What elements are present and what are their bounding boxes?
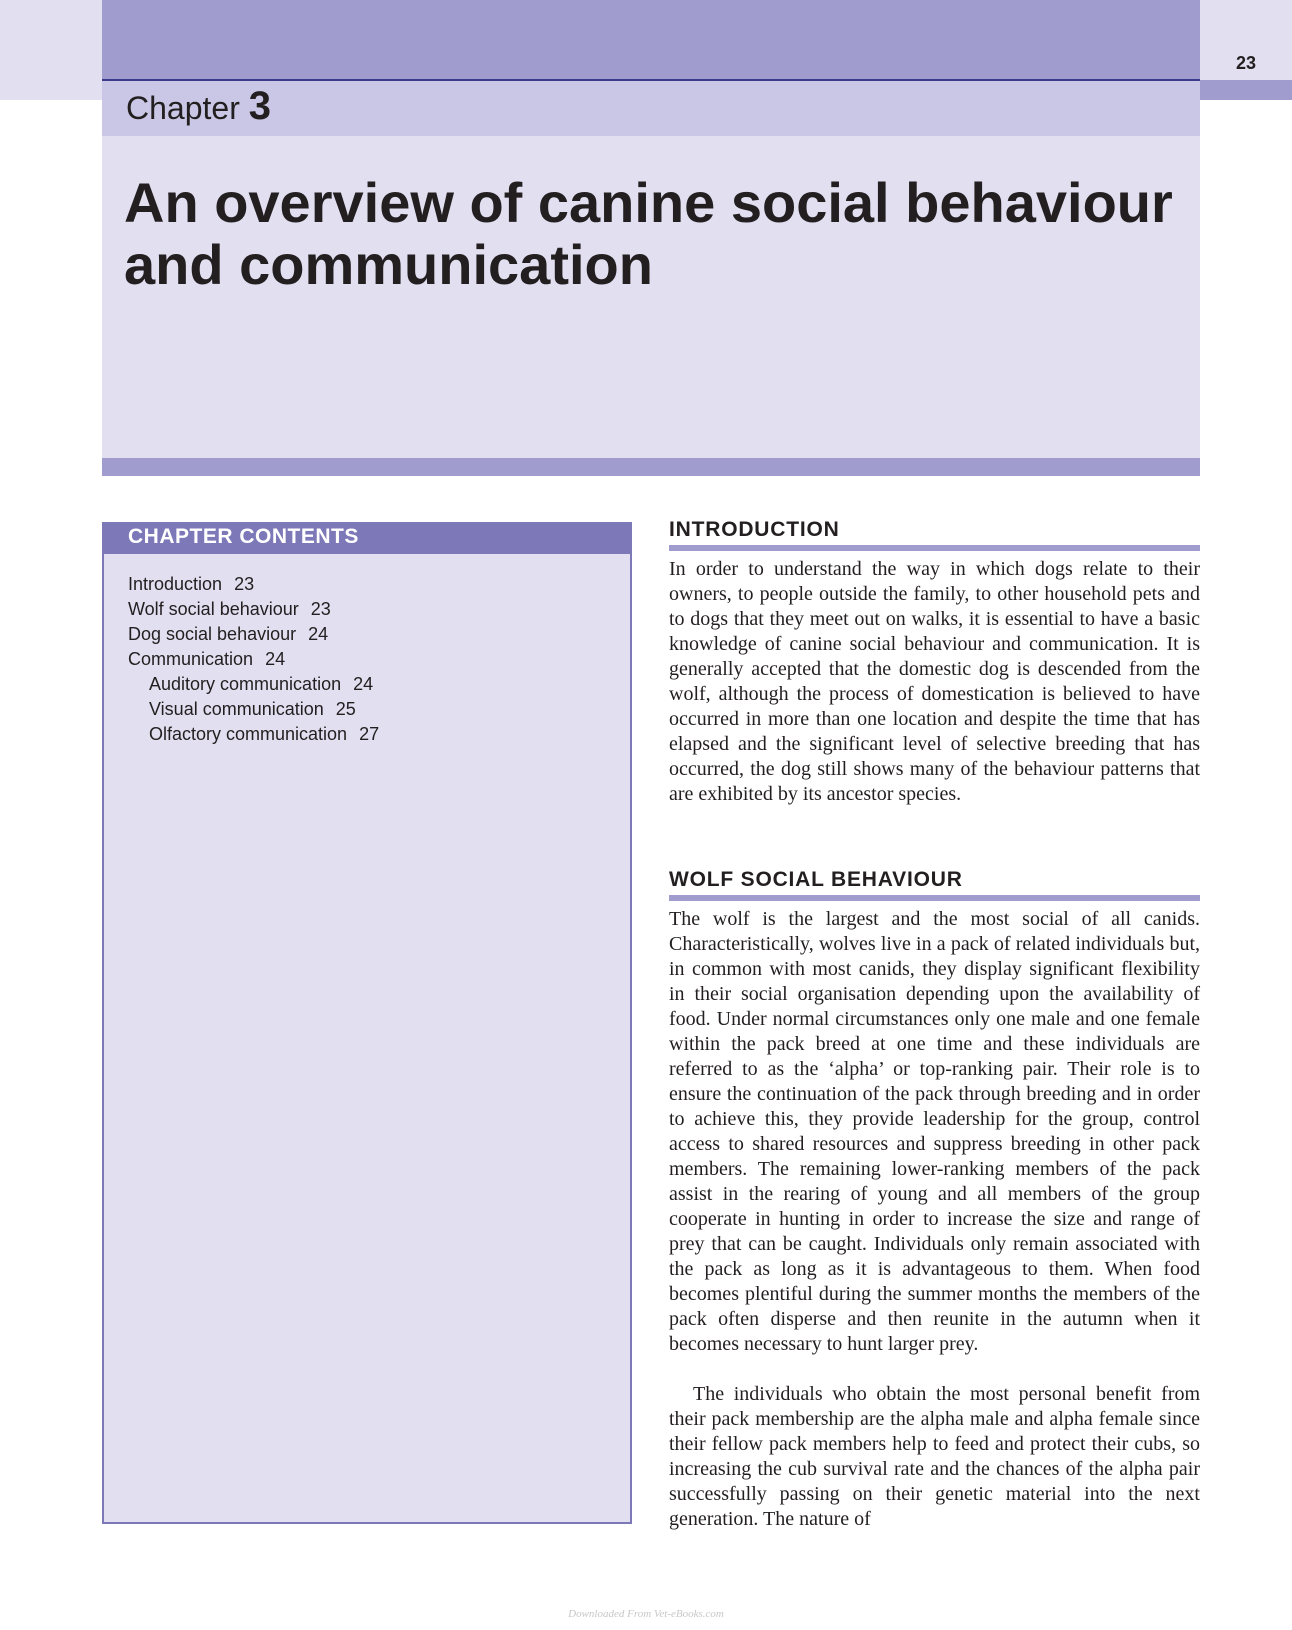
footer-watermark: Downloaded From Vet-eBooks.com	[568, 1608, 724, 1620]
contents-item-label: Olfactory communication	[149, 724, 348, 744]
contents-item-label: Dog social behaviour	[128, 624, 297, 644]
contents-item-label: Wolf social behaviour	[128, 599, 299, 619]
contents-item-page: 25	[335, 699, 356, 719]
contents-item	[128, 622, 379, 647]
chapter-contents-heading: CHAPTER CONTENTS	[128, 525, 359, 548]
wolf-social-behaviour-heading: WOLF SOCIAL BEHAVIOUR	[669, 868, 963, 891]
wolf-paragraph-1: The wolf is the largest and the most social of all canids. Characteristically, wolves live in a pack of related individuals but, in common with most canids, they display significant flexibility in their social organisation depending upon the availability of food. Under normal circumstances only one male and one female within the pack breed at one time and these individuals are referred to as the ‘alpha’ or top-ranking pair. Their role is to ensure the continuation of the pack through breeding and in order to achieve this, they provide leadership for the group, control access to shared resources and suppress breeding in other pack members. The remaining lower-ranking members of the pack assist in the rearing of young and all members of the group cooperate in hunting in order to increase the size and range of prey that can be caught. Individuals only remain associated with the pack as long as it is advantageous to them. When food becomes plentiful during the summer months the members of the pack often disperse and then reunite in the autumn when it becomes necessary to hunt larger prey.	[669, 908, 1200, 1355]
contents-item-page: 23	[234, 574, 255, 594]
chapter-number: 3	[248, 84, 271, 128]
contents-item-label: Visual communication	[149, 699, 324, 719]
contents-item-label: Introduction	[128, 574, 223, 594]
introduction-rule	[669, 545, 1200, 551]
contents-item	[128, 647, 379, 672]
chapter-title: An overview of canine social behaviour and communication	[124, 171, 1173, 296]
introduction-heading: INTRODUCTION	[669, 518, 840, 541]
contents-item	[128, 722, 379, 747]
chapter-contents-list	[128, 572, 379, 747]
contents-item-page: 24	[353, 674, 374, 694]
contents-item-label: Communication	[128, 649, 254, 669]
corner-block	[0, 0, 102, 100]
contents-item	[128, 597, 379, 622]
wolf-paragraph-2: The individuals who obtain the most personal benefit from their pack membership are the alpha male and alpha female since their fellow pack members help to feed and protect their cubs, so increasing the cub survival rate and the chances of the alpha pair successfully passing on their genetic material into the next generation. The nature of	[669, 1383, 1200, 1530]
chapter-label	[126, 84, 271, 129]
page-number: 23	[1235, 53, 1257, 73]
contents-item	[128, 697, 379, 722]
header-band	[102, 0, 1200, 80]
wolf-social-behaviour-rule	[669, 895, 1200, 901]
contents-item	[128, 672, 379, 697]
contents-item-page: 24	[265, 649, 286, 669]
introduction-paragraph: In order to understand the way in which dogs relate to their owners, to people outside the family, to other household pets and to dogs that they meet out on walks, it is essential to have a basic knowledge of canine social behaviour and communication. It is generally accepted that the domestic dog is descended from the wolf, although the process of domestication is believed to have occurred in more than one location and despite the time that has elapsed and the significant level of selective breeding that has occurred, the dog still shows many of the behaviour patterns that are exhibited by its ancestor species.	[669, 558, 1200, 805]
title-bottom-bar	[102, 458, 1200, 476]
chapter-word: Chapter	[126, 90, 240, 126]
contents-item-page: 23	[310, 599, 331, 619]
contents-item	[128, 572, 379, 597]
contents-item-page: 27	[359, 724, 380, 744]
contents-item-label: Auditory communication	[149, 674, 342, 694]
contents-item-page: 24	[308, 624, 329, 644]
page-number-strip	[1200, 80, 1292, 100]
